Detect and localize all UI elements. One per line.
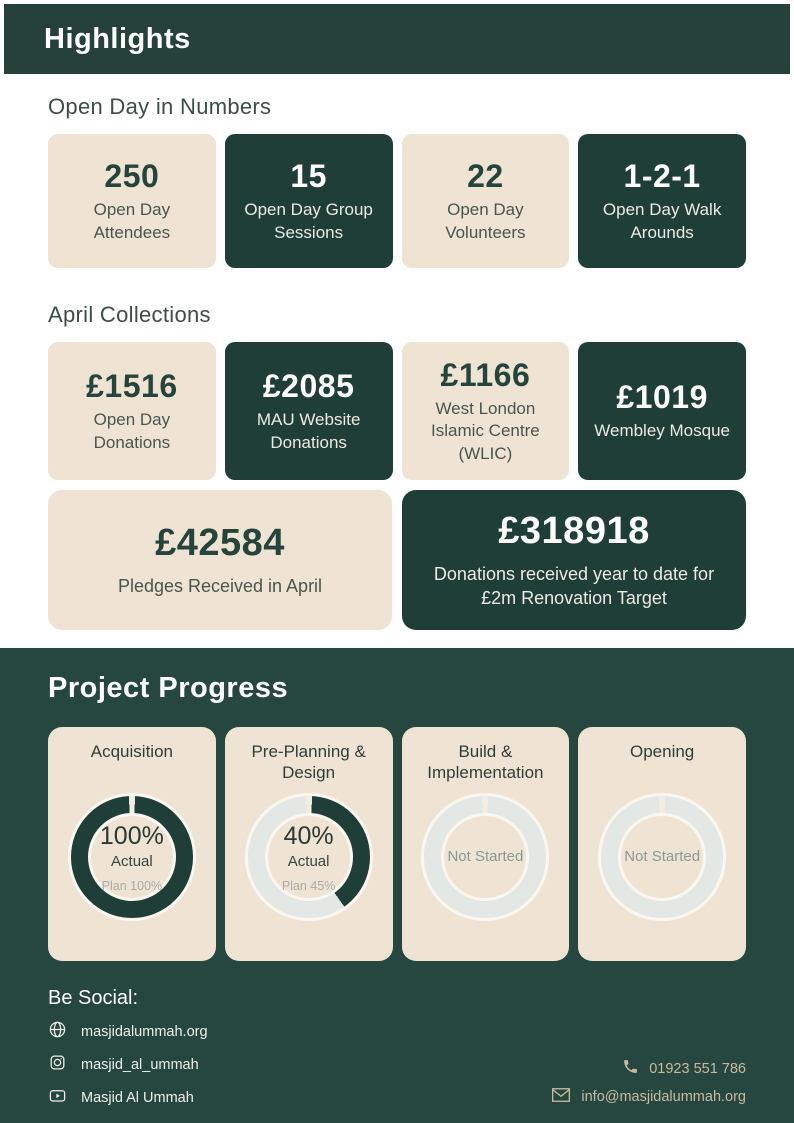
- social-links: [48, 987, 208, 1109]
- stat-label: Open Day Walk Arounds: [602, 200, 722, 242]
- page-header: [4, 4, 790, 74]
- stat-card-pledges: [48, 490, 392, 630]
- phone-text: 01923 551 786: [649, 1060, 746, 1077]
- stat-value: 15: [290, 158, 327, 195]
- instagram-link[interactable]: [48, 1053, 208, 1076]
- stat-card-group-sessions: [225, 134, 393, 268]
- section-title-april-collections: April Collections: [48, 302, 211, 327]
- email-link[interactable]: [551, 1087, 746, 1107]
- page-title: Highlights: [44, 22, 191, 55]
- stat-card-volunteers: [402, 134, 570, 268]
- section-title-project-progress: Project Progress: [48, 672, 289, 704]
- globe-icon: [48, 1020, 67, 1043]
- project-progress-section: [0, 648, 794, 1123]
- progress-card-title: Opening: [629, 742, 695, 761]
- stat-value: £2085: [262, 368, 355, 405]
- donut-status-text: Not Started: [447, 847, 524, 865]
- donut-plan-label: Plan 100%: [101, 878, 163, 893]
- stat-label: Wembley Mosque: [594, 421, 730, 441]
- website-text: masjidalummah.org: [81, 1023, 208, 1040]
- footer: [48, 987, 746, 1109]
- stat-value: £1166: [440, 357, 531, 394]
- progress-card-opening: [578, 727, 746, 961]
- stat-value: 22: [467, 158, 504, 195]
- phone-icon: [622, 1058, 639, 1079]
- main-content: [0, 74, 794, 630]
- donut-center: [601, 796, 723, 918]
- april-collection-cards: [48, 342, 746, 480]
- social-heading: Be Social:: [48, 987, 139, 1009]
- youtube-link[interactable]: [48, 1086, 208, 1109]
- progress-card-preplanning: [225, 727, 393, 961]
- donut-actual-label: Actual: [111, 852, 153, 870]
- build-donut-chart: [421, 793, 549, 921]
- donut-status-text: Not Started: [624, 847, 701, 865]
- donut-actual-label: Actual: [287, 852, 330, 870]
- stat-label: Pledges Received in April: [117, 575, 323, 596]
- stat-card-wembley-mosque: [578, 342, 746, 480]
- stat-label: Open Day Group Sessions: [244, 200, 373, 242]
- opening-donut-chart: [598, 793, 726, 921]
- stat-label: Donations received year to date for £2m Renovation Target: [433, 564, 715, 608]
- progress-card-build: [402, 727, 570, 961]
- stat-card-walk-arounds: [578, 134, 746, 268]
- stat-card-wlic: [402, 342, 570, 480]
- donut-center: [424, 796, 546, 918]
- progress-card-acquisition: [48, 727, 216, 961]
- phone-link[interactable]: [622, 1058, 746, 1079]
- stat-card-ytd-donations: [402, 490, 746, 630]
- youtube-icon: [48, 1086, 67, 1109]
- stat-card-open-day-donations: [48, 342, 216, 480]
- stat-value: 250: [104, 158, 160, 195]
- contact-info: [551, 1058, 746, 1109]
- stat-label: Open Day Attendees: [93, 200, 171, 242]
- donut-plan-label: Plan 45%: [281, 878, 336, 893]
- stat-value: £1019: [616, 379, 708, 416]
- stat-value: £1516: [86, 368, 178, 405]
- youtube-text: Masjid Al Ummah: [81, 1089, 194, 1106]
- acquisition-donut-chart: [68, 793, 196, 921]
- donut-center: [71, 796, 193, 918]
- stat-label: West London Islamic Centre (WLIC): [431, 399, 540, 463]
- stat-label: MAU Website Donations: [256, 410, 361, 452]
- instagram-text: masjid_al_ummah: [81, 1056, 199, 1073]
- progress-cards: [48, 727, 746, 961]
- stat-value: 1-2-1: [623, 158, 701, 195]
- stat-card-website-donations: [225, 342, 393, 480]
- stat-card-attendees: [48, 134, 216, 268]
- donut-percent: 40%: [283, 821, 334, 850]
- progress-card-title: Pre-Planning & Design: [251, 742, 366, 783]
- website-link[interactable]: [48, 1020, 208, 1043]
- stat-label: Open Day Donations: [93, 410, 171, 452]
- email-text: info@masjidalummah.org: [581, 1089, 746, 1105]
- open-day-cards: [48, 134, 746, 268]
- stat-value: £318918: [498, 510, 650, 553]
- preplanning-donut-chart: [245, 793, 373, 921]
- instagram-icon: [48, 1053, 67, 1076]
- progress-card-title: Build & Implementation: [427, 742, 544, 783]
- april-wide-cards: [48, 490, 746, 630]
- envelope-icon: [551, 1087, 571, 1107]
- stat-label: Open Day Volunteers: [445, 200, 526, 242]
- progress-card-title: Acquisition: [90, 742, 173, 761]
- stat-value: £42584: [155, 521, 285, 564]
- section-title-open-day: Open Day in Numbers: [48, 94, 272, 119]
- donut-center: [248, 796, 370, 918]
- donut-percent: 100%: [99, 821, 164, 850]
